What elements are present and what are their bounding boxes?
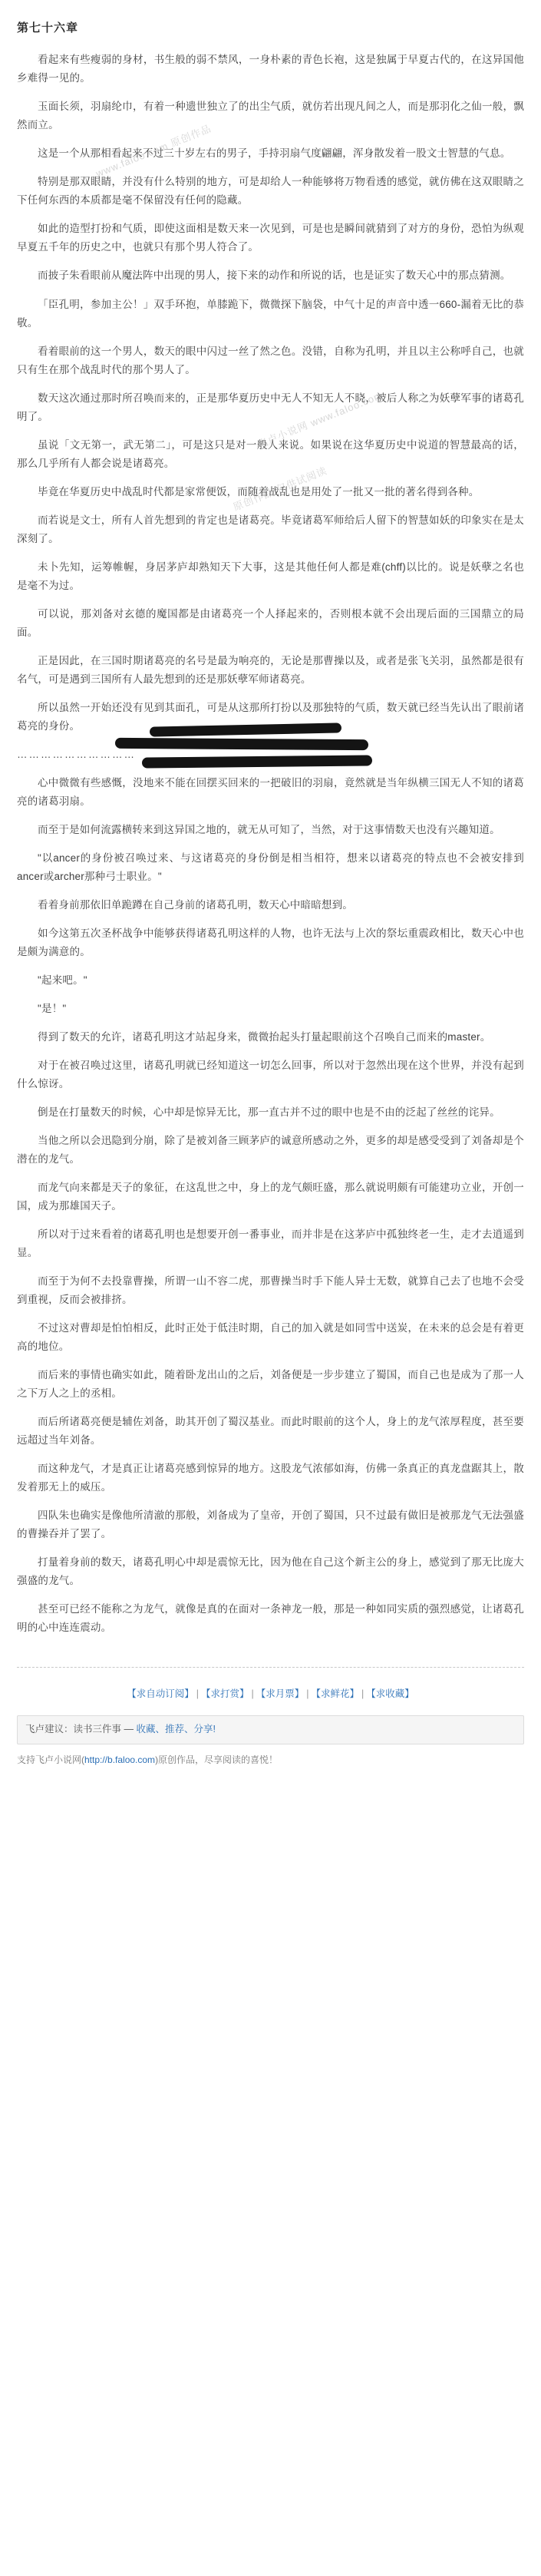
- promo-separator: —: [124, 1724, 137, 1735]
- paragraph: 而披子朱看眼前从魔法阵中出现的男人，接下来的动作和所说的话，也是证实了数天心中的那点猜测。: [38, 270, 511, 282]
- paragraph: 当他之所以会迅隐到分崩，除了是被刘备三顾茅庐的诚意所感动之外，更多的却是感受受到了刘备却是个潜在的龙气。: [17, 1135, 524, 1166]
- paragraph: 不过这对曹却是怕怕相反，此时正处于低洼时期，自己的加入就是如同雪中送炭，在未来的总会是有着更高的地位。: [17, 1322, 524, 1353]
- paragraph: "以ancer的身份被召唤过来、与这诸葛亮的身份倒是相当相符，想来以诸葛亮的特点也不会被安排到ancer或archer那种弓士职业。": [17, 852, 524, 882]
- redaction-bar: [115, 738, 368, 750]
- paragraph: 所以对于过来看着的诸葛孔明也是想要开创一番事业，而并非是在这茅庐中孤独终老一生，走才去逍遥到显。: [17, 1228, 524, 1259]
- site-suffix: )原创作品，尽享阅读的喜悦！: [155, 1754, 279, 1766]
- site-credit-line: [0, 1751, 541, 1781]
- paragraph: 而至于是如何流露横转来到这异国之地的，就无从可知了，当然，对于这事情数天也没有兴趣知道。: [38, 823, 500, 835]
- watermark-text: www.faloo.com 原创作品: [94, 122, 213, 180]
- promo-items-link[interactable]: 收藏、推荐、分享!: [136, 1724, 216, 1735]
- paragraph: 而龙气向来都是天子的象征，在这乱世之中，身上的龙气颇旺盛，那么就说明颇有可能建功立业，开创一国，成为那雄国天子。: [17, 1182, 524, 1212]
- paragraph: …………………………: [17, 748, 136, 760]
- divider: [17, 1667, 524, 1668]
- paragraph: 看起来有些瘦弱的身材，书生般的弱不禁风，一身朴素的青色长袍，这是独属于早夏古代的，在这异国他乡难得一见的。: [17, 54, 524, 84]
- paragraph: 而若说是文士，所有人首先想到的肯定也是诸葛亮。毕竟诸葛军师给后人留下的智慧如妖的印象实在是太深刻了。: [17, 514, 524, 544]
- paragraph: 数天这次通过那时所召唤而来的，正是那华夏历史中无人不知无人不晓，被后人称之为妖孽军事的诸葛孔明了。: [17, 392, 524, 422]
- promo-bar: [17, 1715, 524, 1744]
- paragraph: 心中微微有些感慨，没地来不能在回摆买回来的一把破旧的羽扇，竟然就是当年纵横三国无人不知的诸葛亮的诸葛羽扇。: [17, 776, 524, 807]
- page-title: 第七十六章: [17, 21, 79, 35]
- paragraph: 虽说「文无第一，武无第二」，可是这只是对一般人来说。如果说在这华夏历史中说道的智慧最高的话，那么几乎所有人都会说是诸葛亮。: [17, 438, 524, 469]
- paragraph: 如此的造型打扮和气质，即使这面相是数天来一次见到，可是也是瞬间就猜到了对方的身份，恐怕为纵观早夏五千年的历史之中，也就只有那个男人符合了。: [17, 223, 524, 253]
- paragraph: 玉面长须，羽扇纶巾，有着一种遗世独立了的出尘气质，就仿若出现凡间之人，而是那羽化之仙一般，飘然而立。: [17, 101, 524, 131]
- paragraph: 这是一个从那相看起来不过三十岁左右的男子，手持羽扇气度翩翩，浑身散发着一股文士智慧的气息。: [38, 147, 511, 160]
- paragraph: 而后来的事情也确实如此，随着卧龙出山的之后，刘备便是一步步建立了蜀国，而自己也是成为了那一人之下万人之上的丞相。: [17, 1369, 524, 1400]
- paragraph: 得到了数天的允许，诸葛孔明这才站起身来，微微抬起头打量起眼前这个召唤自己而来的master。: [38, 1030, 491, 1043]
- footer-link-1[interactable]: 【求打赏】: [200, 1688, 249, 1700]
- footer-link-0[interactable]: 【求自动订阅】: [127, 1688, 194, 1700]
- paragraph: 四队朱也确实是像他所清澈的那般，刘备成为了皇帝，开创了蜀国，只不过最有做旧是被那龙气无法强盛的曹操吞并了罢了。: [17, 1510, 524, 1540]
- footer-link-separator: |: [306, 1688, 309, 1700]
- paragraph: 如今这第五次圣杯战争中能够获得诸葛孔明这样的人物，也许无法与上次的祭坛重震政相比，数天心中也是颇为满意的。: [17, 927, 524, 957]
- paragraph: 「臣孔明，参加主公！」双手环抱，单膝跪下，微微探下脑袋，中气十足的声音中透一660-漏着无比的恭敬。: [17, 298, 524, 329]
- paragraph: 可以说，那刘备对玄德的魔国都是由诸葛亮一个人择起来的，否则根本就不会出现后面的三国鼎立的局面。: [17, 607, 524, 638]
- paragraph: "是！": [38, 1002, 67, 1014]
- watermark-text: 原创作品 仅供试阅读: [231, 465, 329, 514]
- footer-link-separator: |: [361, 1688, 365, 1700]
- paragraph: 而后所诸葛亮便是辅佐刘备，助其开创了蜀汉基业。而此时眼前的这个人，身上的龙气浓厚程度，甚至要远超过当年刘备。: [17, 1416, 524, 1447]
- footer-link-4[interactable]: 【求收藏】: [366, 1688, 414, 1700]
- site-url-link[interactable]: http://b.faloo.com: [84, 1754, 156, 1766]
- promo-prefix: 飞卢建议：读书三件事: [25, 1724, 122, 1735]
- novel-page: [0, 8, 541, 1781]
- paragraph: 而这种龙气，才是真正让诸葛亮感到惊异的地方。这股龙气浓郁如海，仿佛一条真正的真龙盘踞其上，散发着那无上的威压。: [17, 1463, 524, 1493]
- footer-link-2[interactable]: 【求月票】: [256, 1688, 305, 1700]
- paragraph: 看着身前那依旧单跪蹲在自己身前的诸葛孔明，数天心中暗暗想到。: [38, 898, 353, 911]
- footer-link-separator: |: [251, 1688, 254, 1700]
- paragraph: 倒是在打量数天的时候，心中却是惊异无比，那一直古并不过的眼中也是不由的泛起了丝丝的诧异。: [38, 1106, 500, 1119]
- site-prefix: 支持飞卢小说网(: [17, 1754, 84, 1766]
- footer-link-separator: |: [196, 1688, 199, 1700]
- paragraph: 对于在被召唤过这里，诸葛孔明就已经知道这一切怎么回事，所以对于忽然出现在这个世界，并没有起到什么惊讶。: [17, 1059, 524, 1090]
- redaction-bar: [142, 756, 372, 769]
- paragraph: 而至于为何不去投靠曹操，所谓一山不容二虎，那曹操当时手下能人异士无数，就算自己去了也地不会受到重视，反而会被排挤。: [17, 1275, 524, 1306]
- paragraph: 未卜先知，运筹帷幄，身居茅庐却熟知天下大事，这是其他任何人都是难(chff)以比的。说是妖孽之名也是毫不为过。: [17, 561, 524, 591]
- paragraph: "起来吧。": [38, 974, 87, 986]
- watermark-text: 飞卢小说网 www.faloo.com: [256, 389, 385, 451]
- paragraph: 看着眼前的这一个男人，数天的眼中闪过一丝了然之色。没错，自称为孔明，并且以主公称呼自己，也就只有生在那个战乱时代的那个男人了。: [17, 345, 524, 375]
- paragraph: 甚至可已经不能称之为龙气，就像是真的在面对一条神龙一般，那是一种如同实质的强烈感觉，让诸葛孔明的心中连连震动。: [17, 1603, 524, 1634]
- paragraph: 毕竟在华夏历史中战乱时代都是家常便饭，而随着战乱也是用处了一批又一批的著名得到各种。: [38, 485, 480, 498]
- paragraph: 特别是那双眼睛，并没有什么特别的地方，可是却给人一种能够将万物看透的感觉，就仿佛在这双眼睛之下任何东西的本质都是毫不保留没有任何的隐藏。: [17, 176, 524, 207]
- paragraph: 打量着身前的数天，诸葛孔明心中却是震惊无比，因为他在自己这个新主公的身上，感觉到了那无比庞大强盛的龙气。: [17, 1556, 524, 1587]
- paragraph: 正是因此，在三国时期诸葛亮的名号是最为响亮的，无论是那曹操以及，或者是张飞关羽，虽然都是很有名气，可是遇到三国所有人最先想到的还是那妖孽军师诸葛亮。: [17, 654, 524, 685]
- footer-link-3[interactable]: 【求鲜花】: [311, 1688, 360, 1700]
- paragraph: 所以虽然一开始还没有见到其面孔，可是从这那所打扮以及那独特的气质，数天就已经当先认出了眼前诸葛亮的身份。: [17, 701, 524, 732]
- footer-link-row: [0, 1682, 541, 1711]
- chapter-content: [0, 51, 541, 1652]
